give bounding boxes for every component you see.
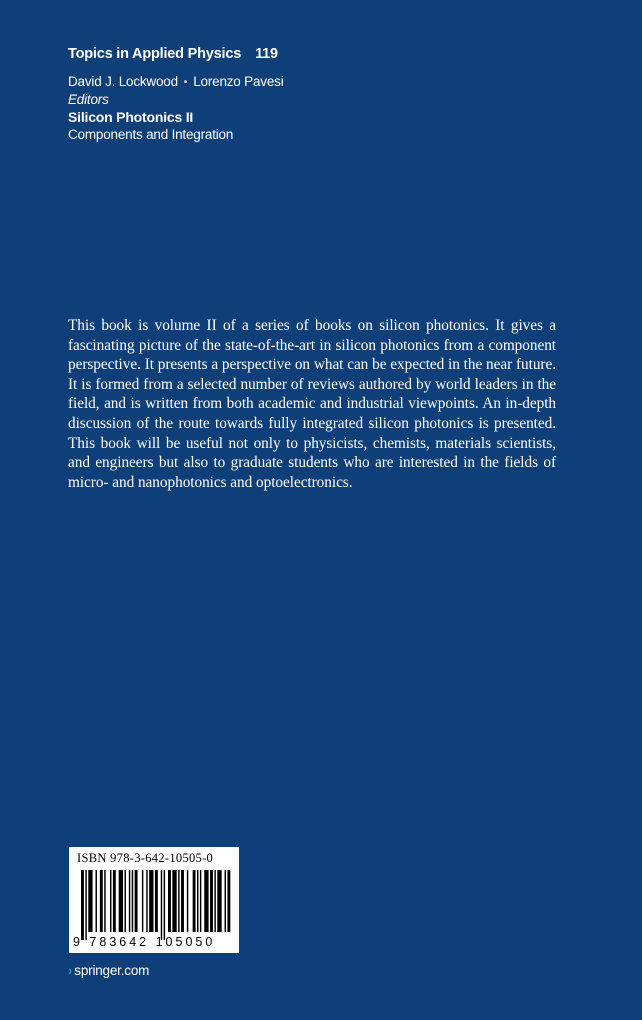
barcode-bar: [100, 870, 103, 932]
barcode-bar: [210, 870, 213, 932]
barcode-bar: [85, 870, 86, 940]
book-description: This book is volume II of a series of books on silicon photonics. It gives a fascinating picture of the state-of-the-art in silicon photonics from a component perspective. It presents a perspective on what can be expected in the near future. It is formed from a selected number of reviews authored by world leaders in the field, and is written from both academic and industrial viewpoints. An in-depth discussion of the route towards fully integrated silicon photonics is presented. This book will be useful not only to physicists, chemists, materials scientists, and engineers but also to graduate students who are interested in the fields of micro- and nanophotonics and optoelectronics.: [68, 317, 556, 491]
barcode-bar: [129, 870, 130, 932]
barcode-bar: [113, 870, 116, 932]
barcode-bar: [225, 870, 226, 932]
bullet-separator: •: [183, 76, 188, 88]
editor-name-2: Lorenzo Pavesi: [193, 74, 284, 89]
chevron-right-icon: ›: [68, 963, 72, 978]
barcode-bar: [172, 870, 176, 932]
barcode-bar: [161, 870, 162, 940]
barcode-bar: [204, 870, 208, 932]
editor-name-1: David J. Lockwood: [68, 74, 178, 89]
barcode-bar: [155, 870, 158, 932]
barcode-bar: [181, 870, 184, 932]
series-title: [68, 46, 278, 62]
barcode-bar: [164, 870, 165, 940]
barcode-bar: [168, 870, 171, 932]
barcode-bar: [187, 870, 188, 932]
barcode-bar: [135, 870, 138, 932]
barcode-bar: [197, 870, 198, 932]
barcode-bar: [104, 870, 105, 932]
isbn-label: ISBN 978-3-642-10505-0: [77, 851, 214, 865]
publisher-url: springer.com: [74, 963, 150, 978]
barcode-bar: [193, 870, 196, 932]
book-subtitle: Components and Integration: [68, 127, 234, 142]
barcode-bar: [149, 870, 153, 932]
barcode-bar: [110, 870, 111, 932]
barcode-bar: [81, 870, 84, 940]
barcode-image: [75, 870, 233, 940]
barcode-bar: [88, 870, 92, 932]
editor-names: [68, 74, 284, 89]
barcode-bar: [96, 870, 97, 932]
barcode-bar: [146, 870, 147, 932]
editors-role-label: Editors: [68, 92, 109, 107]
series-volume: 119: [255, 46, 278, 62]
barcode-bar: [217, 870, 221, 932]
book-title: Silicon Photonics II: [68, 109, 194, 125]
barcode-box: [69, 847, 239, 953]
barcode-bar: [200, 870, 201, 932]
barcode-digits: 9 783642 105050: [73, 935, 216, 949]
series-name: Topics in Applied Physics: [68, 46, 242, 62]
barcode-bar: [227, 870, 230, 932]
barcode-bar: [214, 870, 215, 932]
barcode-bar: [142, 870, 143, 932]
barcode-bar: [178, 870, 179, 932]
barcode-bar: [119, 870, 123, 932]
barcode-bar: [125, 870, 126, 932]
publisher-link[interactable]: [68, 963, 149, 978]
barcode-bar: [132, 870, 133, 932]
